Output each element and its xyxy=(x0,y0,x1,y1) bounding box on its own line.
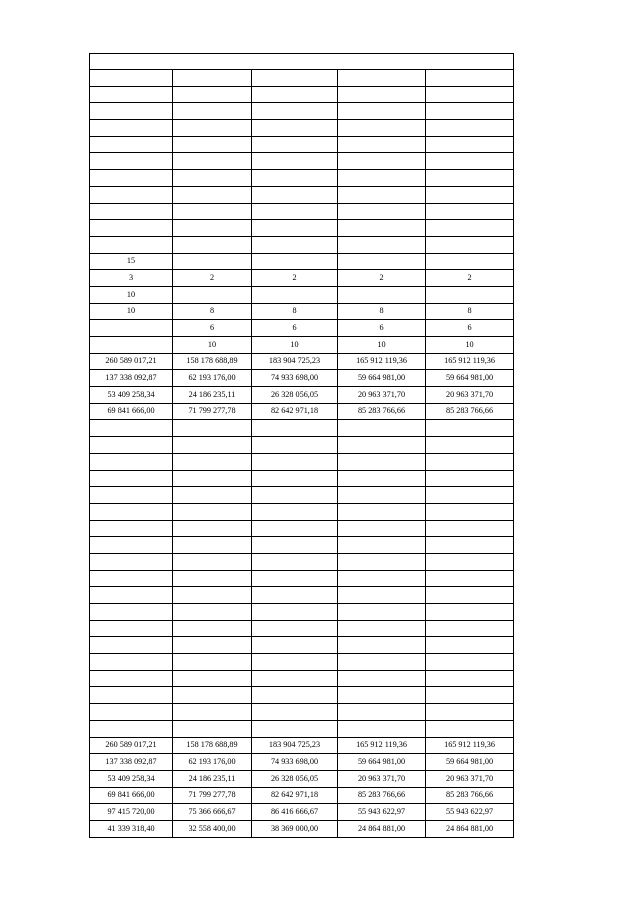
table-cell: 165 912 119,36 xyxy=(338,737,426,754)
table-cell: 74 933 698,00 xyxy=(252,370,338,387)
table-cell xyxy=(90,437,173,454)
table-cell xyxy=(338,704,426,721)
table-cell xyxy=(338,420,426,437)
table-row xyxy=(90,370,514,387)
table-cell xyxy=(426,587,514,604)
table-cell xyxy=(90,203,173,220)
table-cell xyxy=(426,120,514,137)
table-cell xyxy=(426,570,514,587)
table-cell xyxy=(173,604,252,621)
table-cell: 2 xyxy=(252,270,338,287)
table-cell: 8 xyxy=(252,303,338,320)
table-row xyxy=(90,270,514,287)
table-cell: 75 366 666,67 xyxy=(173,804,252,821)
table-row xyxy=(90,236,514,253)
table-cell xyxy=(426,286,514,303)
table-cell xyxy=(426,604,514,621)
table-row xyxy=(90,136,514,153)
table-cell: 20 963 371,70 xyxy=(338,770,426,787)
table-row xyxy=(90,220,514,237)
table-cell: 15 xyxy=(90,253,173,270)
table-row xyxy=(90,303,514,320)
table-cell xyxy=(252,604,338,621)
table-row xyxy=(90,170,514,187)
table-cell xyxy=(338,170,426,187)
table-cell: 165 912 119,36 xyxy=(338,353,426,370)
table-cell: 24 864 881,00 xyxy=(338,820,426,837)
table-cell xyxy=(90,620,173,637)
table-cell xyxy=(338,103,426,120)
table-cell: 59 664 981,00 xyxy=(426,754,514,771)
table-cell: 59 664 981,00 xyxy=(338,370,426,387)
table-cell xyxy=(426,503,514,520)
table-cell: 10 xyxy=(90,303,173,320)
table-cell xyxy=(90,236,173,253)
table-cell: 158 178 688,89 xyxy=(173,737,252,754)
table-cell: 24 186 235,11 xyxy=(173,387,252,404)
table-cell xyxy=(252,220,338,237)
table-cell xyxy=(90,136,173,153)
table-cell: 20 963 371,70 xyxy=(338,387,426,404)
table-row xyxy=(90,587,514,604)
table-cell xyxy=(426,637,514,654)
table-cell xyxy=(338,220,426,237)
table-row xyxy=(90,286,514,303)
table-cell: 10 xyxy=(252,337,338,354)
table-cell xyxy=(90,503,173,520)
table-cell xyxy=(338,720,426,737)
table-cell: 3 xyxy=(90,270,173,287)
table-cell xyxy=(338,553,426,570)
table-cell xyxy=(252,120,338,137)
table-cell: 69 841 666,00 xyxy=(90,403,173,420)
table-cell: 6 xyxy=(252,320,338,337)
table-cell xyxy=(252,470,338,487)
table-row xyxy=(90,387,514,404)
table-row xyxy=(90,437,514,454)
table-cell xyxy=(426,470,514,487)
table-cell: 10 xyxy=(338,337,426,354)
table-cell xyxy=(426,420,514,437)
table-cell xyxy=(338,186,426,203)
table-cell: 2 xyxy=(426,270,514,287)
table-cell: 165 912 119,36 xyxy=(426,737,514,754)
table-cell xyxy=(90,637,173,654)
table-cell xyxy=(426,253,514,270)
table-cell: 10 xyxy=(426,337,514,354)
table-cell xyxy=(90,120,173,137)
table-cell xyxy=(338,637,426,654)
table-cell xyxy=(173,203,252,220)
table-cell xyxy=(426,220,514,237)
table-cell xyxy=(173,637,252,654)
table-cell xyxy=(90,186,173,203)
table-cell xyxy=(338,453,426,470)
table-row xyxy=(90,537,514,554)
table-cell: 85 283 766,66 xyxy=(426,403,514,420)
table-cell xyxy=(173,420,252,437)
table-cell xyxy=(338,620,426,637)
table-cell xyxy=(173,170,252,187)
table-cell xyxy=(90,604,173,621)
table-cell xyxy=(173,670,252,687)
table-cell xyxy=(338,120,426,137)
table-cell: 8 xyxy=(173,303,252,320)
table-row xyxy=(90,453,514,470)
table-cell xyxy=(173,286,252,303)
table-cell xyxy=(338,587,426,604)
table-row xyxy=(90,570,514,587)
table-cell xyxy=(173,720,252,737)
table-row xyxy=(90,620,514,637)
table-cell xyxy=(173,687,252,704)
table-cell xyxy=(173,437,252,454)
table-cell xyxy=(252,553,338,570)
table-cell xyxy=(426,553,514,570)
table-cell xyxy=(252,687,338,704)
table-cell xyxy=(173,487,252,504)
table-cell: 6 xyxy=(338,320,426,337)
table-title xyxy=(90,54,514,70)
table-row xyxy=(90,120,514,137)
table-cell xyxy=(338,86,426,103)
table-cell xyxy=(252,103,338,120)
table-cell xyxy=(338,70,426,87)
table-cell xyxy=(173,70,252,87)
table-cell xyxy=(252,437,338,454)
table-cell: 71 799 277,78 xyxy=(173,787,252,804)
table-cell xyxy=(338,286,426,303)
table-cell xyxy=(426,186,514,203)
table-cell xyxy=(252,253,338,270)
table-cell xyxy=(426,153,514,170)
table-row xyxy=(90,670,514,687)
table-cell xyxy=(426,136,514,153)
table-cell xyxy=(252,136,338,153)
table-cell xyxy=(173,470,252,487)
table-cell xyxy=(252,637,338,654)
table-cell: 55 943 622,97 xyxy=(338,804,426,821)
table-cell xyxy=(90,86,173,103)
table-row xyxy=(90,804,514,821)
table-cell xyxy=(338,253,426,270)
table-row xyxy=(90,253,514,270)
table-cell xyxy=(90,153,173,170)
table-cell xyxy=(173,520,252,537)
table-cell xyxy=(252,570,338,587)
table-row xyxy=(90,637,514,654)
table-cell xyxy=(426,437,514,454)
table-cell: 20 963 371,70 xyxy=(426,387,514,404)
table-cell xyxy=(426,537,514,554)
table-cell xyxy=(426,70,514,87)
table-cell xyxy=(90,170,173,187)
table-cell: 55 943 622,97 xyxy=(426,804,514,821)
table-cell xyxy=(90,704,173,721)
table-cell: 53 409 258,34 xyxy=(90,770,173,787)
table-row xyxy=(90,320,514,337)
table-cell xyxy=(252,236,338,253)
table-row xyxy=(90,553,514,570)
table-body xyxy=(90,54,514,838)
table-cell xyxy=(252,86,338,103)
table-cell: 24 864 881,00 xyxy=(426,820,514,837)
table-row xyxy=(90,720,514,737)
table-cell xyxy=(252,720,338,737)
table-row xyxy=(90,820,514,837)
table-cell: 158 178 688,89 xyxy=(173,353,252,370)
table-row xyxy=(90,770,514,787)
table-cell xyxy=(338,203,426,220)
table-cell xyxy=(426,170,514,187)
table-cell: 260 589 017,21 xyxy=(90,737,173,754)
table-cell xyxy=(90,720,173,737)
table-cell xyxy=(90,553,173,570)
table-row xyxy=(90,737,514,754)
table-row xyxy=(90,787,514,804)
table-cell xyxy=(173,704,252,721)
table-row xyxy=(90,86,514,103)
table-row xyxy=(90,203,514,220)
table-cell: 137 338 092,87 xyxy=(90,754,173,771)
table-row xyxy=(90,186,514,203)
table-cell: 82 642 971,18 xyxy=(252,403,338,420)
table-cell xyxy=(173,587,252,604)
table-cell: 2 xyxy=(338,270,426,287)
table-cell xyxy=(338,503,426,520)
table-cell xyxy=(173,503,252,520)
table-row xyxy=(90,520,514,537)
table-cell xyxy=(252,286,338,303)
table-cell xyxy=(252,453,338,470)
table-cell: 26 328 056,05 xyxy=(252,770,338,787)
table-cell xyxy=(426,704,514,721)
table-cell xyxy=(252,704,338,721)
table-cell xyxy=(426,203,514,220)
table-row xyxy=(90,654,514,671)
table-cell: 24 186 235,11 xyxy=(173,770,252,787)
table-cell xyxy=(90,103,173,120)
table-cell xyxy=(338,470,426,487)
table-row xyxy=(90,604,514,621)
table-cell: 260 589 017,21 xyxy=(90,353,173,370)
table-cell xyxy=(338,670,426,687)
table-cell xyxy=(338,654,426,671)
table-cell xyxy=(173,86,252,103)
table-cell: 183 904 725,23 xyxy=(252,737,338,754)
table-cell xyxy=(252,620,338,637)
table-cell xyxy=(90,520,173,537)
table-cell: 8 xyxy=(426,303,514,320)
table-row xyxy=(90,70,514,87)
table-cell: 59 664 981,00 xyxy=(338,754,426,771)
table-cell: 6 xyxy=(426,320,514,337)
table-cell: 85 283 766,66 xyxy=(426,787,514,804)
table-cell: 41 339 318,40 xyxy=(90,820,173,837)
table-cell: 10 xyxy=(173,337,252,354)
table-cell xyxy=(173,153,252,170)
table-cell xyxy=(252,520,338,537)
table-cell xyxy=(426,236,514,253)
table-cell: 6 xyxy=(173,320,252,337)
table-cell xyxy=(252,587,338,604)
table-cell: 85 283 766,66 xyxy=(338,787,426,804)
table-cell xyxy=(252,503,338,520)
table-cell: 10 xyxy=(90,286,173,303)
table-cell: 20 963 371,70 xyxy=(426,770,514,787)
table-cell: 71 799 277,78 xyxy=(173,403,252,420)
table-cell xyxy=(90,670,173,687)
table-cell: 69 841 666,00 xyxy=(90,787,173,804)
table-cell xyxy=(252,203,338,220)
table-cell xyxy=(252,537,338,554)
table-cell xyxy=(173,537,252,554)
table-row xyxy=(90,337,514,354)
table-cell: 62 193 176,00 xyxy=(173,754,252,771)
table-row xyxy=(90,153,514,170)
table-cell xyxy=(173,120,252,137)
table-cell xyxy=(173,220,252,237)
spreadsheet-table xyxy=(89,53,514,838)
table-cell xyxy=(173,186,252,203)
table-cell: 165 912 119,36 xyxy=(426,353,514,370)
table-cell xyxy=(252,420,338,437)
table-row xyxy=(90,704,514,721)
table-cell xyxy=(90,70,173,87)
table-cell: 53 409 258,34 xyxy=(90,387,173,404)
table-cell xyxy=(252,186,338,203)
table-cell xyxy=(173,136,252,153)
table-title-row xyxy=(90,54,514,70)
table-cell: 32 558 400,00 xyxy=(173,820,252,837)
table-cell xyxy=(426,453,514,470)
table-cell xyxy=(338,487,426,504)
table-cell xyxy=(90,320,173,337)
table-cell xyxy=(338,537,426,554)
table-cell xyxy=(90,420,173,437)
table-cell xyxy=(252,670,338,687)
table-cell xyxy=(90,453,173,470)
table-cell: 137 338 092,87 xyxy=(90,370,173,387)
table-cell xyxy=(173,570,252,587)
table-cell: 85 283 766,66 xyxy=(338,403,426,420)
table-row xyxy=(90,754,514,771)
table-cell xyxy=(338,570,426,587)
table-cell xyxy=(426,720,514,737)
table-cell xyxy=(173,103,252,120)
table-cell: 2 xyxy=(173,270,252,287)
table-cell xyxy=(338,604,426,621)
table-row xyxy=(90,403,514,420)
table-cell xyxy=(90,687,173,704)
table-cell xyxy=(252,487,338,504)
table-cell xyxy=(173,620,252,637)
table-cell: 62 193 176,00 xyxy=(173,370,252,387)
table-row xyxy=(90,470,514,487)
table-cell: 97 415 720,00 xyxy=(90,804,173,821)
table-cell xyxy=(426,687,514,704)
table-cell xyxy=(252,654,338,671)
table-cell xyxy=(338,136,426,153)
table-row xyxy=(90,353,514,370)
table-cell xyxy=(426,620,514,637)
table-cell xyxy=(173,553,252,570)
table-cell xyxy=(426,103,514,120)
table-cell xyxy=(426,487,514,504)
table-row xyxy=(90,503,514,520)
table-cell: 26 328 056,05 xyxy=(252,387,338,404)
table-cell xyxy=(252,170,338,187)
table-row xyxy=(90,687,514,704)
table-cell xyxy=(90,537,173,554)
table-cell: 8 xyxy=(338,303,426,320)
table-cell xyxy=(173,453,252,470)
table-cell xyxy=(90,470,173,487)
table-cell xyxy=(338,153,426,170)
table-cell xyxy=(90,220,173,237)
table-cell: 183 904 725,23 xyxy=(252,353,338,370)
table-cell xyxy=(173,654,252,671)
table-cell: 82 642 971,18 xyxy=(252,787,338,804)
table-cell xyxy=(338,236,426,253)
table-cell xyxy=(90,337,173,354)
table-cell xyxy=(90,487,173,504)
table-cell xyxy=(173,253,252,270)
table-cell xyxy=(338,687,426,704)
table-cell xyxy=(426,520,514,537)
table-cell: 74 933 698,00 xyxy=(252,754,338,771)
table-cell xyxy=(338,437,426,454)
table-row xyxy=(90,103,514,120)
table-cell: 86 416 666,67 xyxy=(252,804,338,821)
table-cell xyxy=(426,654,514,671)
table-row xyxy=(90,420,514,437)
table-cell: 38 369 000,00 xyxy=(252,820,338,837)
table-cell xyxy=(426,670,514,687)
table-cell: 59 664 981,00 xyxy=(426,370,514,387)
table-cell xyxy=(173,236,252,253)
table-cell xyxy=(90,587,173,604)
table-cell xyxy=(90,654,173,671)
table-cell xyxy=(252,153,338,170)
table-cell xyxy=(338,520,426,537)
table-cell xyxy=(252,70,338,87)
table-row xyxy=(90,487,514,504)
table-cell xyxy=(426,86,514,103)
table-cell xyxy=(90,570,173,587)
